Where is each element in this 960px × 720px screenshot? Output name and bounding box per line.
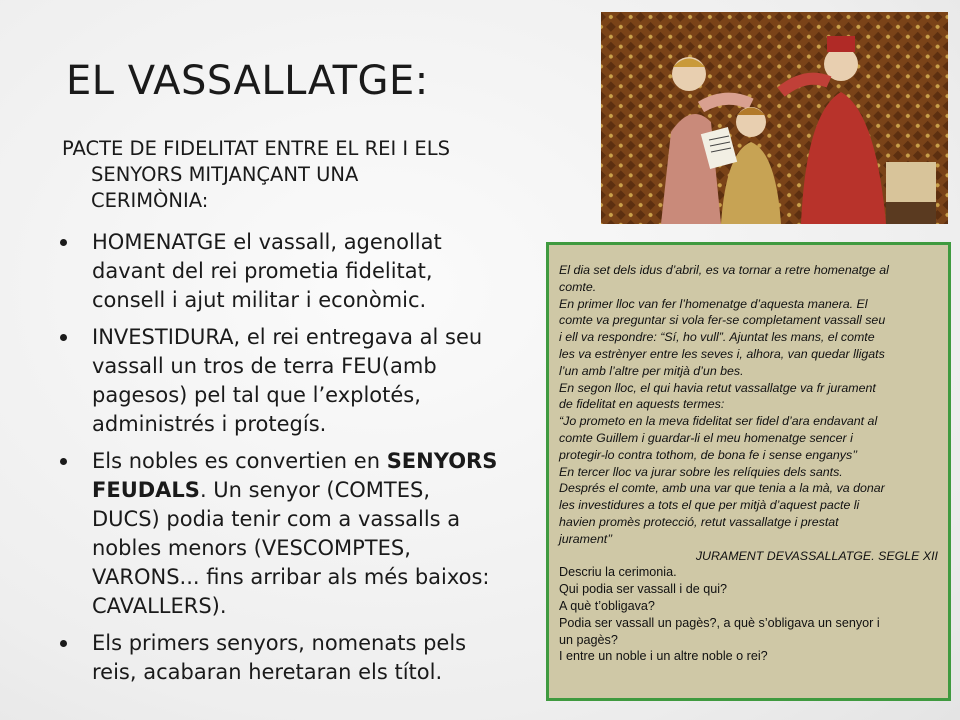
medieval-homage-illustration xyxy=(601,12,948,224)
bullet-line: vassall un tros de terra FEU(amb xyxy=(92,354,437,378)
slide-title: EL VASSALLATGE: xyxy=(66,58,429,104)
primary-source-box xyxy=(546,242,951,701)
source-text-line: protegir-lo contra tothom, de bona fe i sense enganys’’ xyxy=(559,447,858,462)
bullet-list xyxy=(60,228,540,695)
source-text-line: les investidures a tots el que per mitjà d’aquest pacte li xyxy=(559,498,860,513)
bullet-senyors-feudals xyxy=(60,447,540,621)
illustration-svg xyxy=(601,12,948,224)
question-line: Podia ser vassall un pagès?, a què s’obligava un senyor i xyxy=(559,615,880,630)
source-text-line: havien promès protecció, retut vassallatge i prestat xyxy=(559,514,839,529)
intro-line: SENYORS MITJANÇANT UNA xyxy=(91,163,359,186)
source-text-line: Després el comte, amb una var que tenia a la mà, va donar xyxy=(559,481,885,496)
bullet-line: HOMENATGE el vassall, agenollat xyxy=(92,230,442,254)
question-line: A què t’obligava? xyxy=(559,598,655,613)
bullet-line: Els primers senyors, nomenats pels xyxy=(92,631,467,655)
source-text-line: de fidelitat en aquests termes: xyxy=(559,397,725,412)
source-text-line: comte va preguntar si vola fer-se completament vassall seu xyxy=(559,313,886,328)
source-text-line: les va estrènyer entre les seves i, alhora, van quedar lligats xyxy=(559,346,885,361)
bullet-line: INVESTIDURA, el rei entregava al seu xyxy=(92,325,483,349)
bullet-line: administrés i protegís. xyxy=(92,412,327,436)
source-text-line: i ell va respondre: “Sí, ho vull”. Ajuntat les mans, el comte xyxy=(559,330,875,345)
source-text-line: l’un amb l’altre per mitjà d’un bes. xyxy=(559,363,744,378)
bullet-homenatge xyxy=(60,228,540,315)
bullet-primers-senyors xyxy=(60,629,540,687)
bullet-dot xyxy=(60,334,67,341)
source-text-line: En segon lloc, el qui havia retut vassallatge va fr jurament xyxy=(559,380,876,395)
bullet-line: reis, acabaran heretaran els títol. xyxy=(92,660,443,684)
bullet-text: . Un senyor (COMTES, xyxy=(199,478,431,502)
bold-term: SENYORS xyxy=(386,449,498,473)
bold-term: FEUDALS xyxy=(92,478,200,502)
source-citation: JURAMENT DEVASSALLATGE. SEGLE XII xyxy=(695,548,938,563)
question-line: I entre un noble i un altre noble o rei? xyxy=(559,649,768,664)
bullet-text: Els nobles es convertien en xyxy=(92,449,387,473)
bullet-investidura xyxy=(60,323,540,439)
bullet-dot xyxy=(60,640,67,647)
bullet-line: pagesos) pel tal que l’explotés, xyxy=(92,383,421,407)
question-line: un pagès? xyxy=(559,632,618,647)
source-text-line: El dia set dels idus d’abril, es va tornar a retre homenatge al xyxy=(559,263,889,277)
source-text-line: En primer lloc van fer l’homenatge d’aquesta manera. El xyxy=(559,296,868,311)
source-text-line: En tercer lloc va jurar sobre les relíquies dels sants. xyxy=(559,464,843,479)
bullet-line: nobles menors (VESCOMPTES, xyxy=(92,536,411,560)
source-text-line: comte. xyxy=(559,279,597,294)
bullet-line: CAVALLERS). xyxy=(92,594,227,618)
bullet-line: davant del rei prometia fidelitat, xyxy=(92,259,433,283)
question-line: Qui podia ser vassall i de qui? xyxy=(559,582,728,597)
bullet-line: consell i ajut militar i econòmic. xyxy=(92,288,427,312)
source-text-line: jurament’’ xyxy=(559,531,613,546)
bullet-line xyxy=(92,476,540,505)
bullet-line: DUCS) podia tenir com a vassalls a xyxy=(92,507,461,531)
intro-line: PACTE DE FIDELITAT ENTRE EL REI I ELS xyxy=(62,137,450,160)
source-text-line: “Jo prometo en la meva fidelitat ser fidel d’ara endavant al xyxy=(559,414,878,429)
intro-text xyxy=(62,136,542,214)
source-text-line: comte Guillem i guardar-li el meu homenatge sencer i xyxy=(559,430,853,445)
bullet-line xyxy=(92,447,540,476)
intro-line: CERIMÒNIA: xyxy=(91,189,209,212)
bullet-dot xyxy=(60,239,67,246)
bullet-dot xyxy=(60,458,67,465)
bullet-line: VARONS... fins arribar als més baixos: xyxy=(92,565,490,589)
question-line: Descriu la cerimonia. xyxy=(559,565,677,580)
